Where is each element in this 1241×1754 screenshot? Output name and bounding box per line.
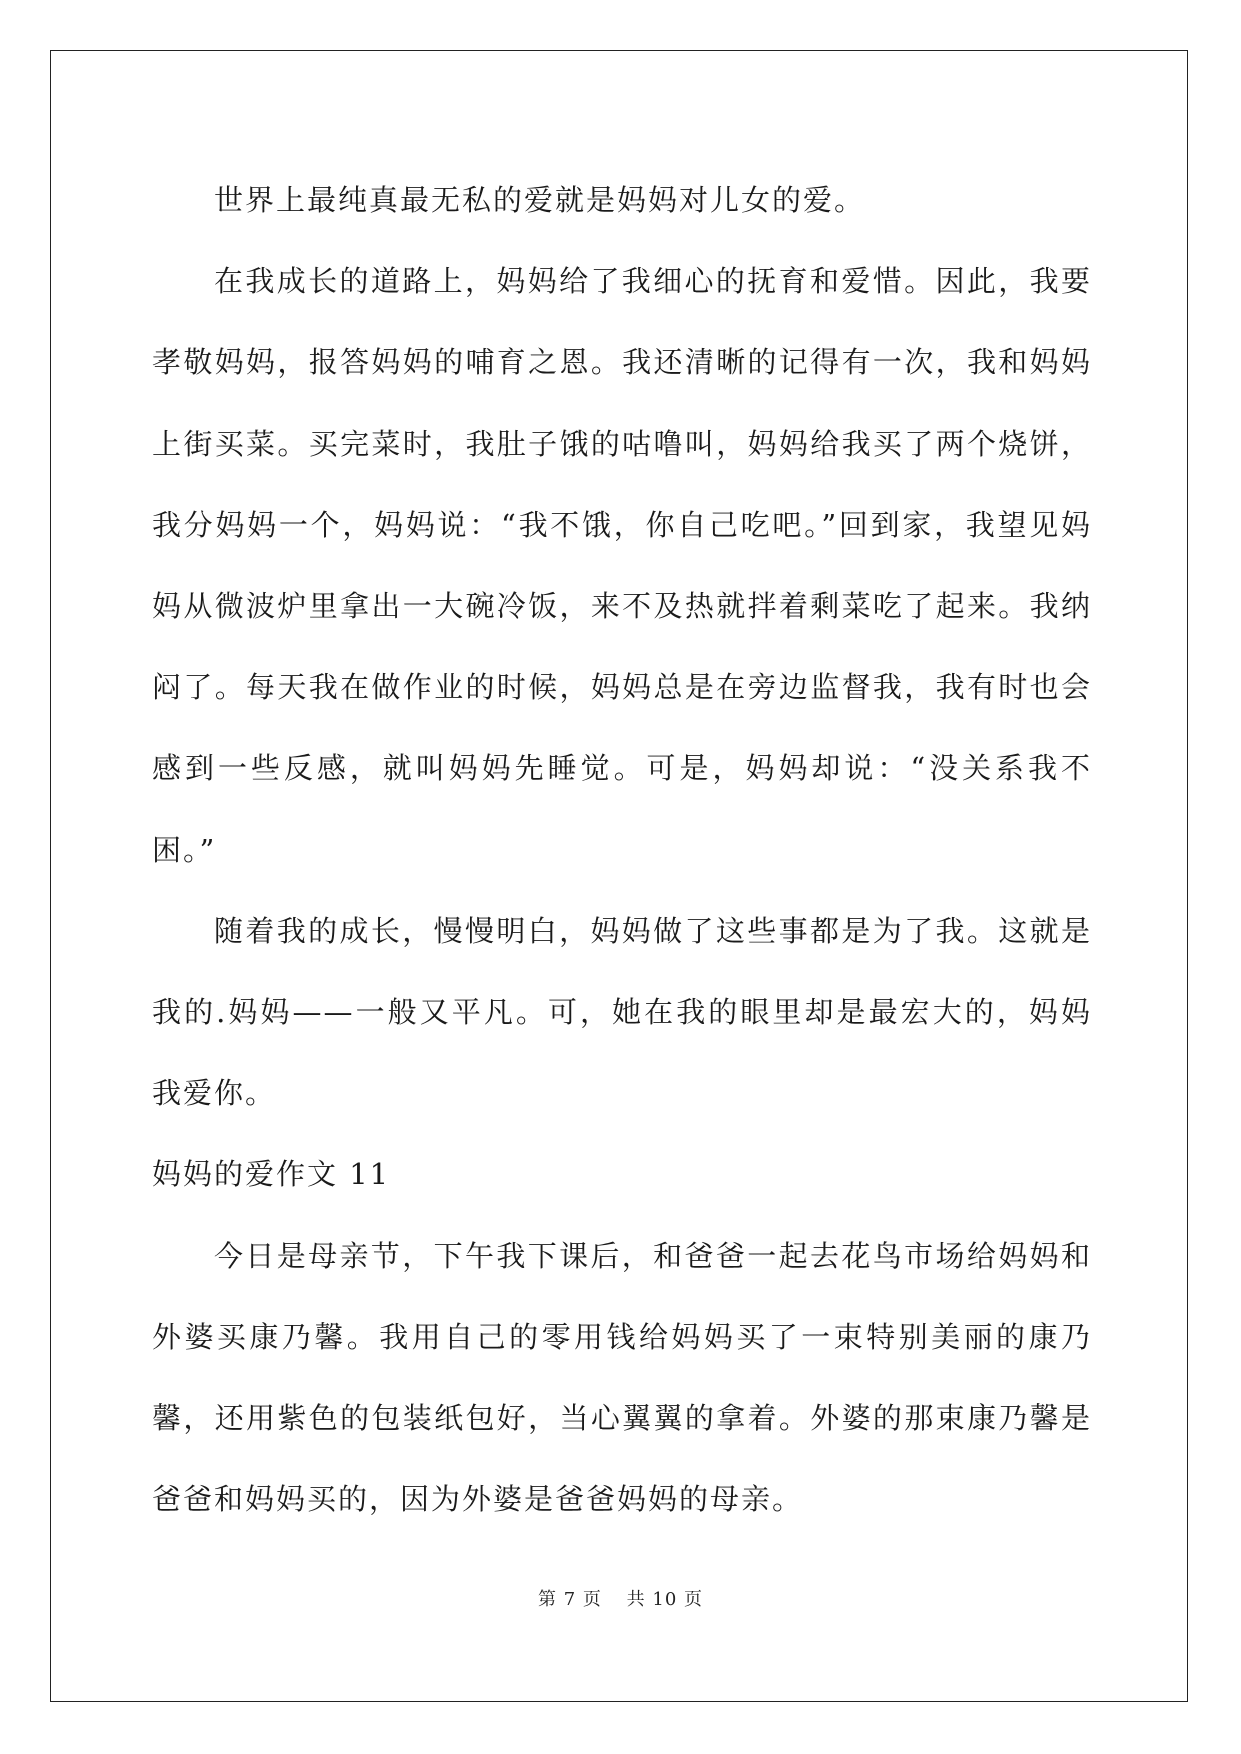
document-body <box>152 160 1092 1540</box>
page-number-current: 第 7 页 <box>538 1589 602 1610</box>
paragraph: 世界上最纯真最无私的爱就是妈妈对儿女的爱。 <box>214 183 866 217</box>
page-footer <box>0 1585 1241 1611</box>
paragraph: 随着我的成长，慢慢明白，妈妈做了这些事都是为了我。这就是我的.妈妈——一般又平凡。可，她在我的眼里却是最宏大的，妈妈我爱你。 <box>152 913 1092 1111</box>
paragraph: 在我成长的道路上，妈妈给了我细心的抚育和爱惜。因此，我要孝敬妈妈，报答妈妈的哺育之恩。我还清晰的记得有一次，我和妈妈上街买菜。买完菜时，我肚子饿的咕噜叫，妈妈给我买了两个烧饼，我分妈妈一个，妈妈说：“我不饿，你自己吃吧。”回到家，我望见妈妈从微波炉里拿出一大碗冷饭，来不及热就拌着剩菜吃了起来。我纳闷了。每天我在做作业的时候，妈妈总是在旁边监督我，我有时也会感到一些反感，就叫妈妈先睡觉。可是，妈妈却说：“没关系我不困。” <box>152 264 1092 867</box>
paragraph: 今日是母亲节，下午我下课后，和爸爸一起去花鸟市场给妈妈和外婆买康乃馨。我用自己的零用钱给妈妈买了一束特别美丽的康乃馨，还用紫色的包装纸包好，当心翼翼的拿着。外婆的那束康乃馨是爸爸和妈妈买的，因为外婆是爸爸妈妈的母亲。 <box>152 1238 1092 1517</box>
section-title: 妈妈的爱作文 11 <box>152 1157 391 1192</box>
page-number-total: 共 10 页 <box>626 1589 703 1610</box>
